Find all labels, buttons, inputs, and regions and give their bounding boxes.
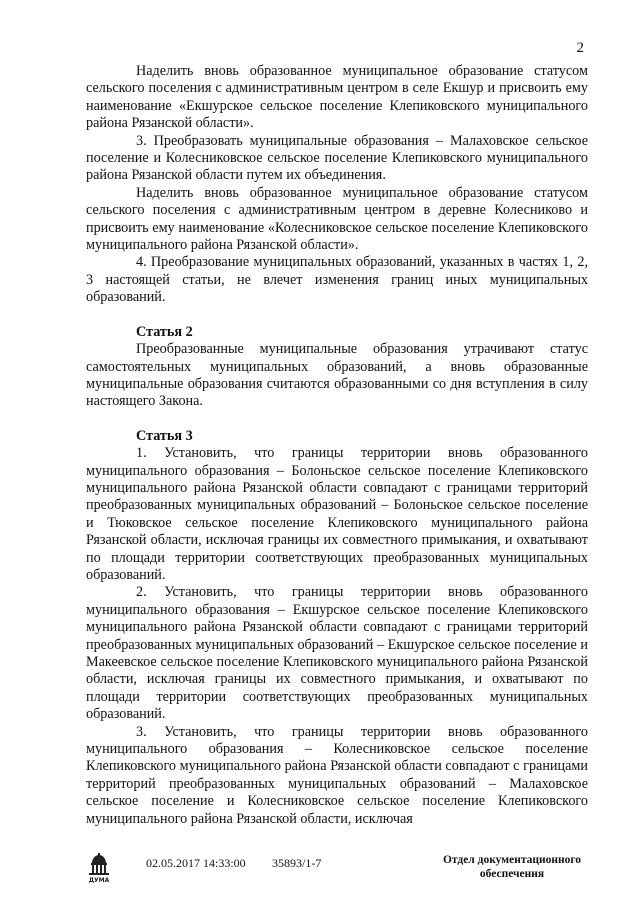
article-3-heading: Статья 3 — [136, 427, 193, 444]
article-3-paragraph: 3. Установить, что границы территории вновь образованного муниципального образования – Колесниковское сельское поселение Клепиковского муниципального района Рязанской области совпадают с границами территорий преобразованных муниципальных образований – Малаховское сельское поселение и Колесниковское сельское поселение Клепиковского муниципального района Рязанской области, исключая — [86, 723, 588, 827]
svg-text:ДУМА: ДУМА — [88, 877, 110, 883]
footer-code: 35893/1-7 — [272, 856, 322, 870]
document-body — [86, 63, 588, 828]
spacer — [86, 307, 588, 324]
department-line: Отдел документационного — [442, 854, 582, 866]
paragraph: Наделить вновь образованное муниципальное образование статусом сельского поселения с административным центром в селе Екшур и присвоить ему наименование «Екшурское сельское поселение Клепиковского муниципального района Рязанской области». — [86, 63, 588, 132]
paragraph: Наделить вновь образованное муниципальное образование статусом сельского поселения с административным центром в деревне Колесниково и присвоить ему наименование «Колесниковское сельское поселение Клепиковского муниципального района Рязанской области». — [86, 184, 588, 254]
article-3-paragraph: 1. Установить, что границы территории вновь образованного муниципального образования – Болоньское сельское поселение Клепиковского муниципального района Рязанской области совпадают с границами территорий преобразованных муниципальных образований – Болоньское сельское поселение и Тюковское сельское поселение Клепиковского муниципального района Рязанской области, исключая границы их совместного примыкания, и охватывают по площади территории соответствующих преобразованных муниципальных образований. — [86, 445, 588, 583]
paragraph: 3. Преобразовать муниципальные образования – Малаховское сельское поселение и Колесниковское сельское поселение Клепиковского муниципального района Рязанской области путем их объединения. — [86, 132, 588, 184]
footer — [0, 853, 640, 893]
footer-department — [432, 853, 592, 881]
footer-date: 02.05.2017 14:33:00 — [146, 856, 246, 870]
duma-logo-icon — [86, 853, 112, 883]
department-line: обеспечения — [479, 868, 545, 880]
article-2-heading: Статья 2 — [136, 323, 193, 340]
paragraph: 4. Преобразование муниципальных образований, указанных в частях 1, 2, 3 настоящей статьи, не влечет изменения границ иных муниципальных образований. — [86, 254, 588, 306]
article-3-paragraph: 2. Установить, что границы территории вновь образованного муниципального образования – Екшурское сельское поселение Клепиковского муниципального района Рязанской области совпадают с границами территорий преобразованных муниципальных образований – Екшурское сельское поселение и Макеевское сельское поселение Клепиковского муниципального района Рязанской области, исключая границы их совместного примыкания, и охватывают по площади территории соответствующих преобразованных муниципальных образований. — [86, 584, 588, 723]
spacer — [86, 411, 588, 428]
page-number: 2 — [576, 40, 584, 56]
article-2-text: Преобразованные муниципальные образования утрачивают статус самостоятельных муниципальных образований, а вновь образованные муниципальные образования считаются образованными со дня вступления в силу настоящего Закона. — [86, 341, 588, 410]
